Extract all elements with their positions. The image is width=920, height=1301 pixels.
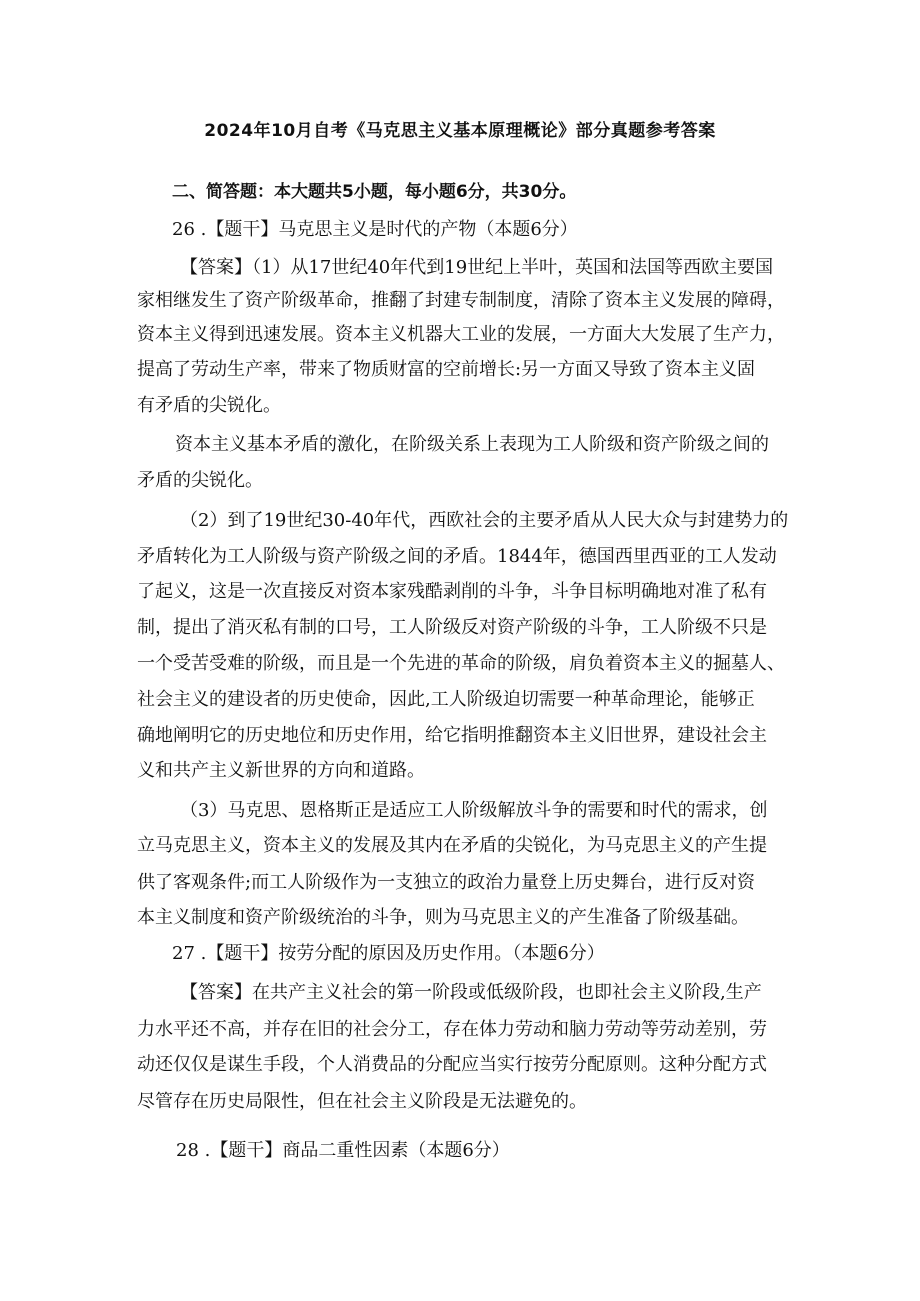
answer-26-line: 供了客观条件;而工人阶级作为一支独立的政治力量登上历史舞台，进行反对资 [137, 872, 756, 893]
question-27-stem: 27 .【题干】按劳分配的原因及历史作用。（本题6分） [172, 943, 605, 964]
answer-26-line: 资本主义基本矛盾的激化，在阶级关系上表现为工人阶级和资产阶级之间的 [175, 434, 769, 455]
answer-27-line: 【答案】在共产主义社会的第一阶段或低级阶段，也即社会主义阶段,生产 [180, 982, 762, 1003]
answer-26-line: 家相继发生了资产阶级革命，推翻了封建专制制度，清除了资本主义发展的障碍， [137, 290, 785, 311]
answer-26-line: 【答案】（1）从17世纪40年代到19世纪上半叶，英国和法国等西欧主要国 [180, 257, 774, 278]
answer-26-line: 本主义制度和资产阶级统治的斗争，则为马克思主义的产生准备了阶级基础。 [137, 907, 749, 928]
document-title: 2024年10月自考《马克思主义基本原理概论》部分真题参考答案 [204, 121, 716, 141]
answer-26-line: （3）马克思、恩格斯正是适应工人阶级解放斗争的需要和时代的需求，创 [180, 800, 768, 821]
answer-26-line: 社会主义的建设者的历史使命，因此,工人阶级迫切需要一种革命理论，能够正 [137, 689, 755, 710]
answer-26-line: 矛盾转化为工人阶级与资产阶级之间的矛盾。1844年，德国西里西亚的工人发动 [137, 546, 777, 567]
answer-26-line: 提高了劳动生产率，带来了物质财富的空前增长:另一方面又导致了资本主义固 [137, 359, 756, 380]
answer-26-line: 了起义，这是一次直接反对资本家残酷剥削的斗争，斗争目标明确地对准了私有 [137, 581, 767, 602]
answer-26-line: 制，提出了消灭私有制的口号，工人阶级反对资产阶级的斗争，工人阶级不只是 [137, 617, 767, 638]
answer-27-line: 尽管存在历史局限性，但在社会主义阶段是无法避免的。 [137, 1091, 587, 1112]
answer-26-line: （2）到了19世纪30-40年代，西欧社会的主要矛盾从人民大众与封建势力的 [180, 510, 789, 531]
answer-27-line: 力水平还不高，并存在旧的社会分工，存在体力劳动和脑力劳动等劳动差别，劳 [137, 1019, 767, 1040]
question-26-stem: 26 .【题干】马克思主义是时代的产物（本题6分） [172, 219, 578, 240]
answer-26-line: 立马克思主义，资本主义的发展及其内在矛盾的尖锐化，为马克思主义的产生提 [137, 835, 767, 856]
answer-27-line: 动还仅仅是谋生手段，个人消费品的分配应当实行按劳分配原则。这种分配方式 [137, 1054, 767, 1075]
answer-26-line: 资本主义得到迅速发展。资本主义机器大工业的发展，一方面大大发展了生产力， [137, 324, 785, 345]
answer-26-line: 一个受苦受难的阶级，而且是一个先进的革命的阶级，肩负着资本主义的掘墓人、 [137, 653, 785, 674]
answer-26-line: 矛盾的尖锐化。 [137, 470, 263, 491]
section-heading: 二、简答题：本大题共5小题，每小题6分，共30分。 [172, 182, 577, 202]
question-28-stem: 28 .【题干】商品二重性因素（本题6分） [176, 1140, 510, 1161]
answer-26-line: 有矛盾的尖锐化。 [137, 395, 281, 416]
answer-26-line: 确地阐明它的历史地位和历史作用，给它指明推翻资本主义旧世界，建设社会主 [137, 725, 767, 746]
answer-26-line: 义和共产主义新世界的方向和道路。 [137, 760, 425, 781]
